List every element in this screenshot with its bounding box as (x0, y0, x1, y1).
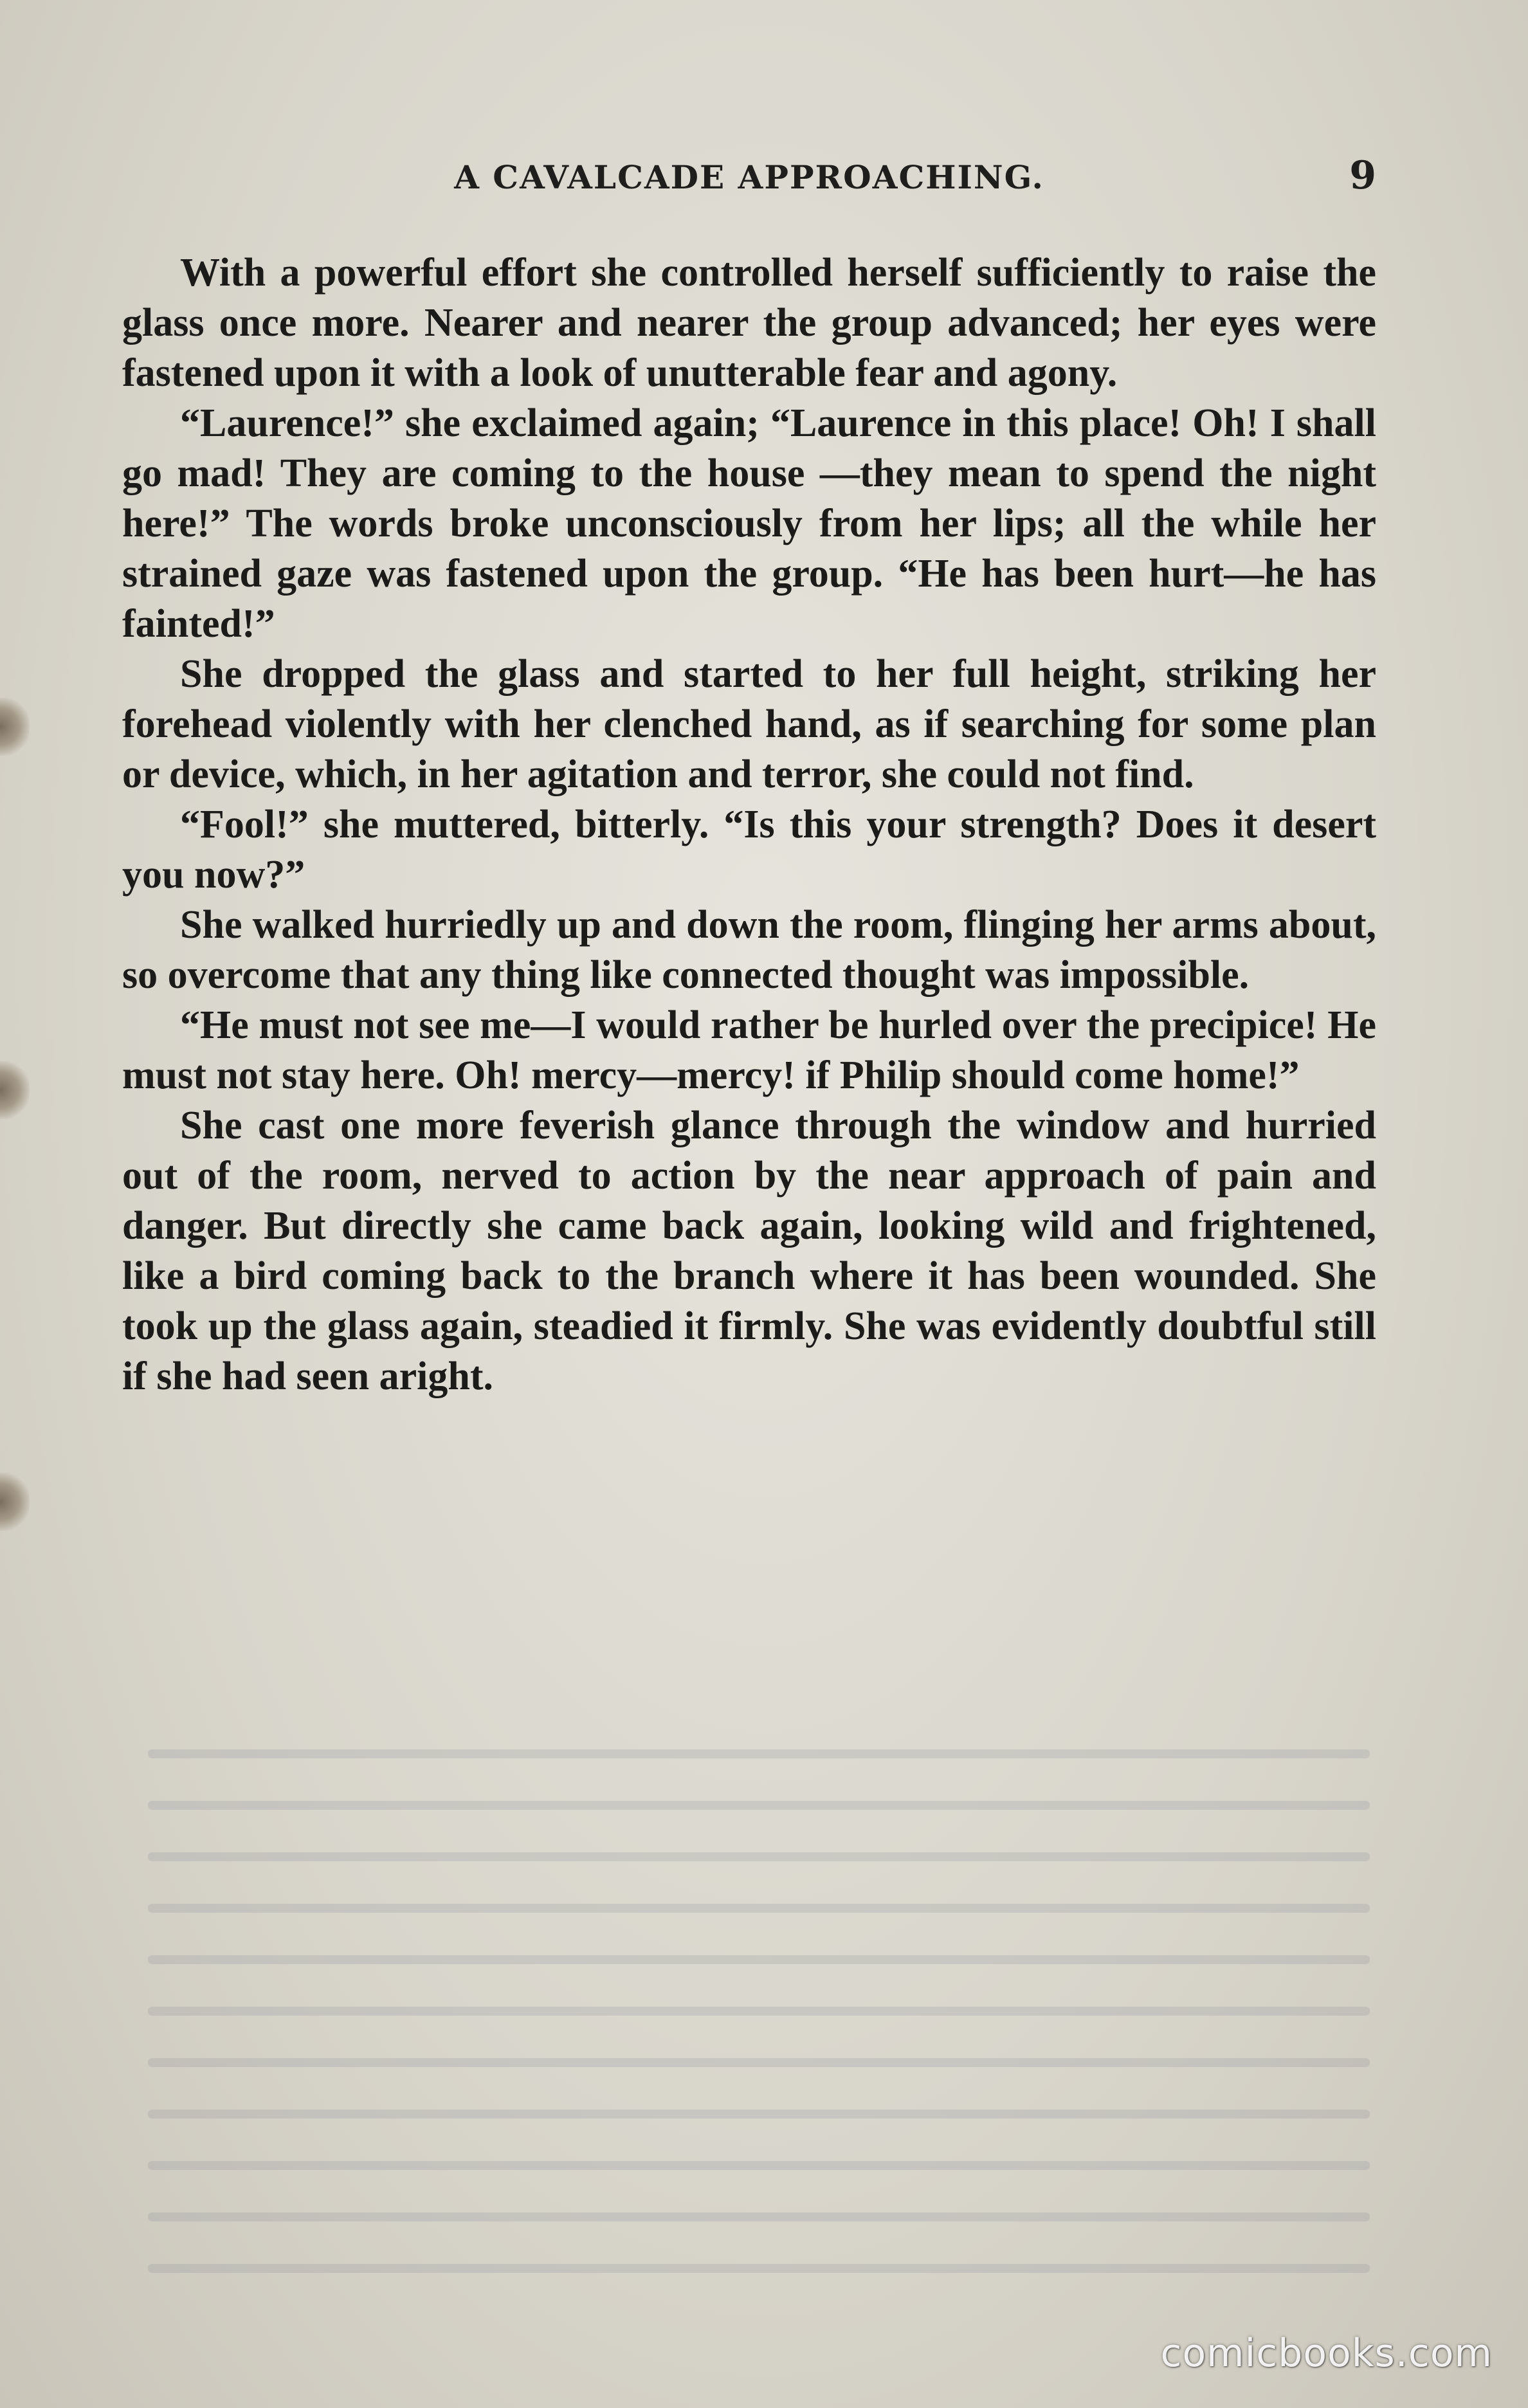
running-head (122, 153, 1376, 205)
paragraph: She cast one more feverish glance through the window and hurried out of the room, nerved to action by the near approach of pain and danger. But directly she came back again, looking wild and frightened, like a bird coming back to the branch where it has been wounded. She took up the glass again, steadied it firmly. She was evidently doubtful still if she had seen aright. (122, 1104, 1376, 1398)
bleed-through-line (148, 1955, 1370, 1964)
binding-hole (0, 1473, 30, 1531)
binding-hole (0, 1061, 30, 1119)
paragraph: “Laurence!” she exclaimed again; “Laurence in this place! Oh! I shall go mad! They are coming to the house —they mean to spend the night here!” The words broke unconsciously from her lips; all the while her strained gaze was fastened upon the group. “He has been hurt—he has fainted!” (122, 401, 1376, 646)
paragraph: She walked hurriedly up and down the room, flinging her arms about, so overcome that any thing like connected thought was impossible. (122, 903, 1376, 997)
page-number: 9 (1349, 153, 1376, 198)
bleed-through-line (148, 2110, 1370, 2119)
bleed-through-line (148, 2161, 1370, 2170)
paragraph: She dropped the glass and started to her full height, striking her forehead violently with her clenched hand, as if searching for some plan or device, which, in her agitation and terror, she could not find. (122, 652, 1376, 796)
bleed-through-line (148, 2212, 1370, 2221)
binding-hole (0, 698, 30, 756)
paragraph: “Fool!” she muttered, bitterly. “Is this your strength? Does it desert you now?” (122, 803, 1376, 897)
bleed-through-line (148, 2264, 1370, 2273)
paragraph: With a powerful effort she controlled herself sufficiently to raise the glass once more. Nearer and nearer the group advanced; her eyes were fastened upon it with a look of unutterable fear and agony. (122, 251, 1376, 395)
bleed-through-line (148, 1801, 1370, 1810)
bleed-through-line (148, 2058, 1370, 2067)
bleed-through-line (148, 1852, 1370, 1861)
bleed-through-line (148, 1904, 1370, 1913)
bleed-through-line (148, 1749, 1370, 1758)
body-text (122, 248, 1376, 1401)
watermark: comicbooks.com (1160, 2331, 1493, 2376)
paragraph: “He must not see me—I would rather be hurled over the precipice! He must not stay here. Oh! mercy—mercy! if Philip should come home!” (122, 1003, 1376, 1097)
bleed-through-line (148, 2007, 1370, 2016)
running-title: A CAVALCADE APPROACHING. (454, 158, 1044, 196)
